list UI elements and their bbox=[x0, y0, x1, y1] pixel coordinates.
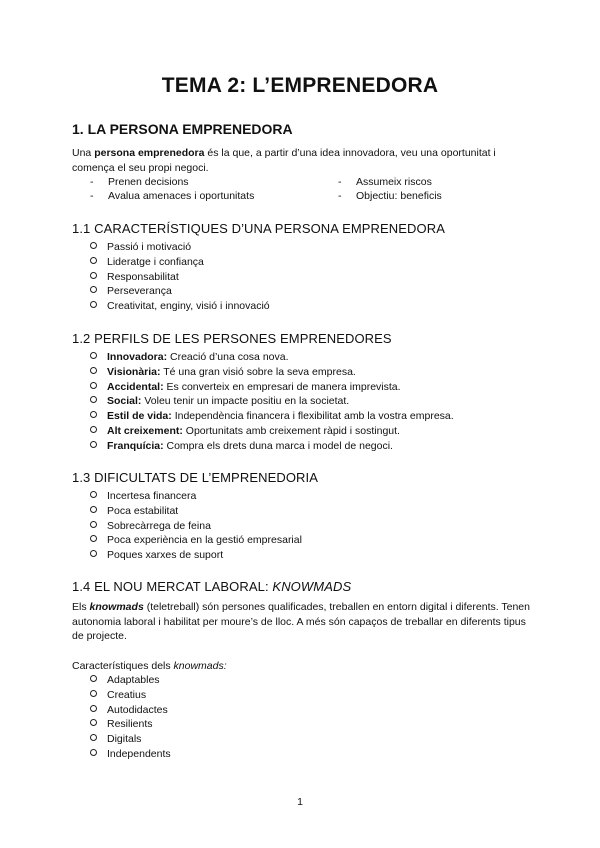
profile-term: Social: bbox=[107, 395, 142, 408]
list-item bbox=[90, 394, 454, 409]
profile-term: Innovadora: bbox=[107, 351, 168, 363]
list-item-text: Incertesa financera bbox=[107, 490, 197, 502]
section-1-heading: 1. LA PERSONA EMPRENEDORA bbox=[72, 121, 293, 137]
profile-desc: Compra els drets duna marca i model de negoci. bbox=[163, 439, 393, 452]
bullet-circle-icon bbox=[90, 382, 97, 389]
bullet-circle-icon bbox=[90, 690, 97, 697]
bullet-circle-icon bbox=[90, 675, 97, 682]
list-item bbox=[90, 703, 171, 718]
profile-term: Alt creixement: bbox=[107, 424, 183, 437]
bullet-circle-icon bbox=[90, 506, 97, 513]
bullet-circle-icon bbox=[90, 257, 97, 264]
profile-desc: Oportunitats amb creixement ràpid i sostingut. bbox=[182, 424, 400, 437]
list-item-text: Poques xarxes de suport bbox=[107, 549, 224, 562]
list-item bbox=[90, 732, 171, 747]
section-1-1-list bbox=[90, 240, 270, 314]
list-item bbox=[90, 519, 302, 534]
list-item bbox=[90, 424, 454, 439]
page-title: TEMA 2: L’EMPRENEDORA bbox=[161, 74, 439, 97]
section-1-4-heading bbox=[72, 579, 351, 594]
list-item bbox=[90, 299, 270, 314]
list-item bbox=[90, 439, 454, 454]
list-item bbox=[90, 365, 454, 380]
intro-text-rest: (teletreball) són persones qualificades, treballen en entorn digital i diferents. Tenen autonomia laboral i habilitat per moure’s de lloc. A més són capaços de treballar en diferents tipus de projecte. bbox=[72, 601, 530, 643]
bullet-circle-icon bbox=[90, 396, 97, 403]
profile-desc: Voleu tenir un impacte positiu en la societat. bbox=[141, 395, 350, 408]
intro-bold-term: persona emprenedora bbox=[94, 147, 205, 159]
bullet-circle-icon bbox=[90, 535, 97, 542]
bullet-circle-icon bbox=[90, 734, 97, 741]
bullet-circle-icon bbox=[90, 705, 97, 712]
section-1-1-heading: 1.1 CARACTERÍSTIQUES D’UNA PERSONA EMPRENEDORA bbox=[72, 221, 446, 236]
label-italic: knowmads: bbox=[173, 660, 227, 672]
section-1-2-heading: 1.2 PERFILS DE LES PERSONES EMPRENEDORES bbox=[72, 331, 392, 346]
section-1-4-intro bbox=[72, 600, 534, 644]
list-item bbox=[90, 533, 302, 548]
bullet-circle-icon bbox=[90, 367, 97, 374]
characteristics-label bbox=[72, 659, 534, 674]
list-item: - Prenen decisions bbox=[90, 176, 189, 188]
list-item bbox=[90, 688, 171, 703]
list-item-text: Assumeix riscos bbox=[356, 176, 432, 188]
section-1-3-heading: 1.3 DIFICULTATS DE L’EMPRENEDORIA bbox=[72, 470, 319, 485]
intro-text: Els bbox=[72, 601, 90, 613]
list-item bbox=[90, 270, 270, 285]
list-item-text: Sobrecàrrega de feina bbox=[107, 519, 211, 532]
list-item-text: Creatius bbox=[107, 688, 147, 701]
bullet-circle-icon bbox=[90, 352, 97, 359]
list-item bbox=[90, 747, 171, 762]
heading-italic: KNOWMADS bbox=[272, 579, 352, 594]
profile-desc: Creació d’una cosa nova. bbox=[167, 351, 289, 363]
profile-term: Accidental: bbox=[107, 380, 164, 393]
profile-desc: Té una gran visió sobre la seva empresa. bbox=[160, 365, 356, 378]
list-item bbox=[90, 548, 302, 563]
list-item: - Objectiu: beneficis bbox=[338, 190, 442, 202]
bullet-circle-icon bbox=[90, 521, 97, 528]
list-item-text: Autodidactes bbox=[107, 703, 168, 716]
bullet-circle-icon bbox=[90, 272, 97, 279]
heading-text: 1.4 EL NOU MERCAT LABORAL: bbox=[72, 579, 273, 594]
list-item-text: Creativitat, enginy, visió i innovació bbox=[107, 300, 270, 313]
list-item: - Avalua amenaces i oportunitats bbox=[90, 190, 255, 202]
list-item bbox=[90, 380, 454, 395]
profile-term: Franquícia: bbox=[107, 439, 164, 452]
intro-bold-term: knowmads bbox=[89, 601, 144, 613]
list-item-text: Poca experiència en la gestió empresarial bbox=[107, 534, 302, 547]
bullet-circle-icon bbox=[90, 301, 97, 308]
list-item-text: Perseverança bbox=[107, 285, 172, 298]
list-item-text: Objectiu: beneficis bbox=[356, 190, 442, 202]
list-item-text: Adaptables bbox=[107, 674, 160, 686]
list-item bbox=[90, 350, 454, 365]
profile-desc: Independència financera i flexibilitat amb la vostra empresa. bbox=[171, 410, 454, 423]
label-text: Característiques dels bbox=[72, 660, 174, 672]
list-item bbox=[90, 717, 171, 732]
list-item bbox=[90, 489, 302, 504]
list-item-text: Prenen decisions bbox=[108, 176, 189, 188]
bullet-circle-icon bbox=[90, 550, 97, 557]
list-item-text: Passió i motivació bbox=[107, 241, 192, 253]
intro-text-rest: és la que, a partir d’una idea innovadora, veu una oportunitat i comença el seu propi negoci. bbox=[72, 147, 496, 174]
bullet-circle-icon bbox=[90, 411, 97, 418]
list-item-text: Lideratge i confiança bbox=[107, 255, 204, 268]
list-item-text: Avalua amenaces i oportunitats bbox=[108, 190, 255, 202]
list-item-text: Independents bbox=[107, 747, 171, 760]
list-item bbox=[90, 255, 270, 270]
section-1-intro bbox=[72, 146, 534, 175]
section-1-4-list bbox=[90, 673, 171, 762]
list-item-text: Poca estabilitat bbox=[107, 504, 179, 517]
profile-desc: Es converteix en empresari de manera imprevista. bbox=[163, 380, 401, 393]
list-item-text: Resilients bbox=[107, 718, 153, 731]
section-1-2-list bbox=[90, 350, 454, 454]
list-item bbox=[90, 504, 302, 519]
page-number: 1 bbox=[297, 796, 303, 808]
list-item-text: Responsabilitat bbox=[107, 270, 179, 283]
intro-text: Una bbox=[72, 147, 95, 159]
list-item: - Assumeix riscos bbox=[338, 176, 432, 188]
list-item bbox=[90, 673, 171, 688]
list-item bbox=[90, 240, 270, 255]
bullet-circle-icon bbox=[90, 749, 97, 756]
list-item bbox=[90, 409, 454, 424]
bullet-circle-icon bbox=[90, 426, 97, 433]
bullet-circle-icon bbox=[90, 286, 97, 293]
bullet-circle-icon bbox=[90, 441, 97, 448]
bullet-circle-icon bbox=[90, 719, 97, 726]
list-item-text: Digitals bbox=[107, 733, 142, 746]
list-item bbox=[90, 284, 270, 299]
bullet-circle-icon bbox=[90, 491, 97, 498]
profile-term: Estil de vida: bbox=[107, 410, 172, 423]
profile-term: Visionària: bbox=[107, 365, 161, 378]
section-1-3-list bbox=[90, 489, 302, 563]
bullet-circle-icon bbox=[90, 242, 97, 249]
